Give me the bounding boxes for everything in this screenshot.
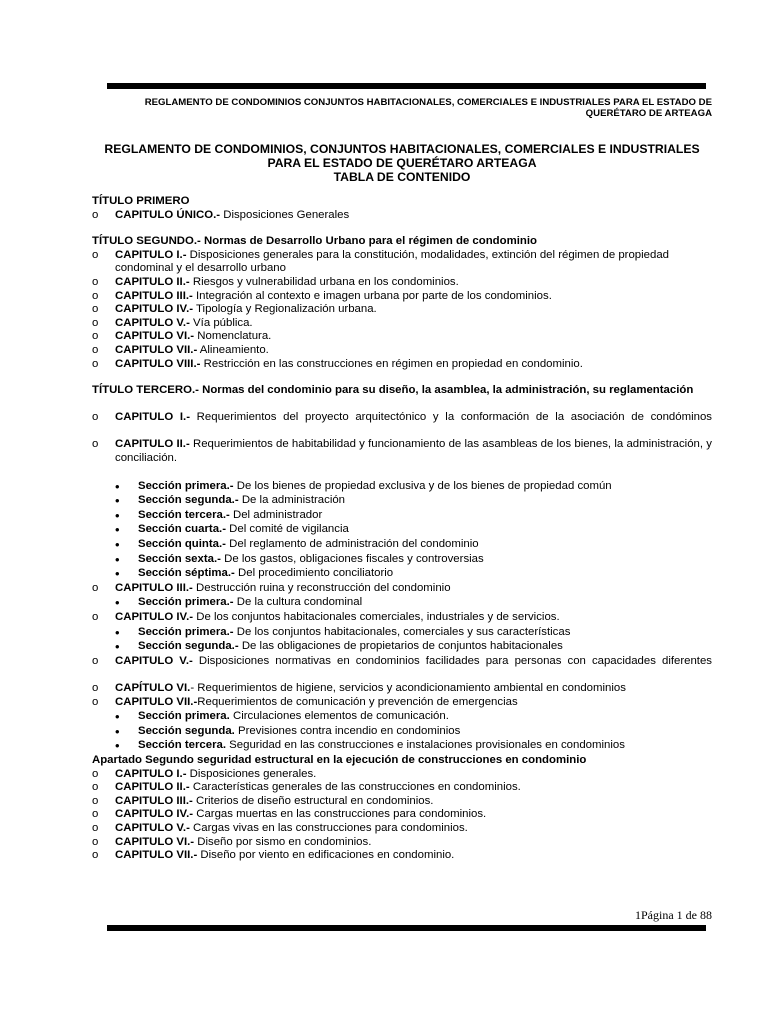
bullet-marker: • [115,709,120,725]
bullet-marker: • [115,595,120,611]
item-description: Nomenclatura. [194,330,272,343]
item-label: CAPITULO IV.- [115,303,194,316]
running-header: REGLAMENTO DE CONDOMINIOS CONJUNTOS HABITACIONALES, COMERCIALES E INDUSTRIALES PARA EL ESTADO DE QUERÉTARO DE ARTEAGA [144,97,712,119]
item-label: CAPITULO II.- [115,781,190,794]
circle-marker: o [92,654,99,667]
t3-cap7-sections [92,710,712,753]
item-text [115,795,712,809]
item-description: Disposiciones generales para la constitución, modalidades, extinción del régimen de propiedad condominal y el desarrollo urbano [115,248,670,275]
chapter-item [92,358,712,372]
item-label: Sección tercera.- [138,508,230,521]
titulo-segundo-list [92,249,712,371]
item-text [138,739,712,753]
item-label: Sección primera.- [138,596,234,609]
item-label: CAPITULO IV.- [115,611,194,624]
bullet-marker: • [115,493,120,509]
t3-cap2 [92,438,712,479]
item-label: CAPITULO V.- [115,821,190,834]
circle-marker: o [92,330,99,343]
item-text [115,808,712,822]
item-description: Requerimientos de comunicación y prevención de emergencias [197,695,518,708]
item-description: Restricción en las construcciones en régimen en propiedad en condominio. [200,357,583,370]
chapter-item [92,582,712,596]
item-description: Disposiciones Generales [220,208,350,221]
item-text [115,611,712,625]
circle-marker: o [92,695,99,708]
item-label: CAPITULO VII.- [115,849,198,862]
title-line-1: REGLAMENTO DE CONDOMINIOS, CONJUNTOS HABITACIONALES, COMERCIALES E INDUSTRIALES [104,142,700,156]
item-text [138,725,712,739]
circle-marker: o [92,303,99,316]
item-text [115,411,712,438]
item-text [115,249,712,276]
item-description: Diseño por sismo en condominios. [194,835,372,848]
chapter-item [92,344,712,358]
t3-cap1 [92,411,712,438]
circle-marker: o [92,682,99,694]
bullet-marker: • [115,551,120,567]
circle-marker: o [92,835,99,848]
item-label: Sección sexta.- [138,552,221,565]
item-description: Cargas muertas en las construcciones para condominios. [193,808,487,821]
titulo-tercero-heading: TÍTULO TERCERO.- Normas del condominio para su diseño, la asamblea, la administración, su reglamentación [92,384,694,397]
item-label: Sección primera. [138,710,230,723]
t3-cap3 [92,582,712,596]
chapter-item [92,768,712,782]
item-label: CAPITULO VI.- [115,835,195,848]
circle-marker: o [92,767,99,780]
item-text [138,640,712,654]
t3-cap2-sections [92,480,712,581]
bullet-marker: • [115,478,120,494]
item-label: CAPITULO III.- [115,581,193,594]
item-description: De la administración [238,494,346,507]
item-text [138,480,712,494]
item-text [115,344,712,358]
circle-marker: o [92,794,99,807]
item-text [138,509,712,523]
bullet-marker: • [115,566,120,582]
item-text [115,849,712,863]
item-label: Sección cuarta.- [138,523,226,536]
bullet-marker: • [115,537,120,553]
bullet-marker: • [115,639,120,655]
t3-cap5 [92,655,712,682]
circle-marker: o [92,611,99,624]
section-item [92,494,712,508]
chapter-item [92,330,712,344]
t3-cap3-sections [92,596,712,610]
section-item [92,710,712,724]
chapter-item [92,849,712,863]
item-label: Sección segunda.- [138,494,239,507]
bullet-marker: • [115,507,120,523]
circle-marker: o [92,357,99,370]
item-text [138,494,712,508]
chapter-item [92,611,712,625]
item-label: CAPITULO I.- [115,248,187,261]
item-description: De los conjuntos habitacionales comerciales, industriales y de servicios. [193,611,560,624]
item-description: - Requerimientos de higiene, servicios y acondicionamiento ambiental en condominios [190,682,626,694]
item-description: Del reglamento de administración del condominio [225,538,479,551]
circle-marker: o [92,248,99,261]
item-text [138,523,712,537]
bullet-marker: • [115,738,120,754]
section-item [92,567,712,581]
chapter-item [92,795,712,809]
item-description: Vía pública. [189,316,253,329]
chapter-item [92,822,712,836]
item-text [115,438,712,479]
item-description: Del comité de vigilancia [226,523,349,536]
item-label: CAPITULO III.- [115,794,193,807]
item-label: Sección segunda. [138,724,235,737]
section-item [92,596,712,610]
item-label: CAPITULO VII.- [115,343,198,356]
footer-rule [107,925,706,931]
page-number: 1Página 1 de 88 [635,908,712,922]
circle-marker: o [92,343,99,356]
section-item [92,626,712,640]
t3-cap6 [92,682,712,696]
apartado-list [92,768,712,863]
item-label: Sección segunda.- [138,640,239,653]
title-line-3: TABLA DE CONTENIDO [333,170,471,184]
item-description: De la cultura condominal [233,596,363,609]
section-item [92,480,712,494]
item-label: CAPITULO II.- [115,275,190,288]
item-label: CAPITULO VII.- [115,695,198,708]
apartado-heading: Apartado Segundo seguridad estructural en la ejecución de construcciones en condominio [92,753,587,766]
circle-marker: o [92,808,99,821]
item-description: Del administrador [229,508,323,521]
item-text [115,822,712,836]
item-text [115,582,712,596]
item-label: Sección primera.- [138,625,234,638]
item-text [115,655,712,682]
bullet-marker: • [115,723,120,739]
titulo-primero-heading: TÍTULO PRIMERO [92,195,190,207]
item-label: CAPITULO VIII.- [115,357,201,370]
item-description: Características generales de las construcciones en condominios. [189,781,521,794]
circle-marker: o [92,289,99,302]
item-description: Cargas vivas en las construcciones para condominios. [189,821,468,834]
chapter-item [92,655,712,682]
section-item [92,640,712,654]
item-label: CAPITULO V.- [115,654,193,667]
chapter-item [92,317,712,331]
item-description: Seguridad en las construcciones e instalaciones provisionales en condominios [226,739,625,752]
item-description: Tipología y Regionalización urbana. [193,303,377,316]
section-item [92,725,712,739]
item-text [138,538,712,552]
chapter-item [92,836,712,850]
item-label: CAPITULO V.- [115,316,190,329]
section-item [92,509,712,523]
item-description: Previsiones contra incendio en condominios [234,724,461,737]
item-description: Del procedimiento conciliatorio [234,567,394,580]
item-text [138,553,712,567]
chapter-item [92,303,712,317]
page-title [92,142,712,184]
item-text [138,710,712,724]
item-text [138,596,712,610]
item-description: Requerimientos de habitabilidad y funcionamiento de las asambleas de los bienes, la administración, y conciliación. [115,437,712,464]
item-label: CAPITULO I.- [115,767,187,780]
item-label: CAPITULO II.- [115,437,190,450]
titulo-segundo-heading: TÍTULO SEGUNDO.- Normas de Desarrollo Urbano para el régimen de condominio [92,235,537,248]
item-text [115,290,712,304]
item-description: Destrucción ruina y reconstrucción del condominio [192,581,451,594]
item-text [115,276,712,290]
item-text [115,836,712,850]
table-of-contents [92,195,712,863]
circle-marker: o [92,208,99,221]
item-text [115,696,712,710]
chapter-item [92,696,712,710]
chapter-item [92,209,712,223]
item-description: Alineamiento. [197,343,269,356]
item-description: Riesgos y vulnerabilidad urbana en los condominios. [189,275,459,288]
chapter-item [92,276,712,290]
section-item [92,739,712,753]
circle-marker: o [92,410,99,423]
circle-marker: o [92,316,99,329]
titulo-primero-list [92,209,712,223]
title-line-2: PARA EL ESTADO DE QUERÉTARO ARTEAGA [267,156,537,170]
chapter-item [92,249,712,276]
t3-cap4 [92,611,712,625]
item-label: Sección quinta.- [138,538,226,551]
item-description: De los gastos, obligaciones fiscales y controversias [220,552,484,565]
chapter-item [92,808,712,822]
item-label: Sección séptima.- [138,567,235,580]
item-text [138,567,712,581]
item-description: Disposiciones normativas en condominios facilidades para personas con capacidades diferentes [192,654,713,667]
header-rule [107,83,706,89]
t3-cap4-sections [92,626,712,654]
chapter-item [92,682,712,696]
chapter-item [92,781,712,795]
item-label: Sección tercera. [138,739,227,752]
item-description: Criterios de diseño estructural en condominios. [192,794,434,807]
section-item [92,553,712,567]
item-description: Requerimientos del proyecto arquitectónico y la conformación de la asociación de condóminos [190,410,712,423]
item-text [115,330,712,344]
item-text [115,317,712,331]
circle-marker: o [92,581,99,594]
circle-marker: o [92,275,99,288]
section-item [92,523,712,537]
circle-marker: o [92,781,99,794]
item-label: CAPÍTULO VI. [115,682,191,694]
item-label: CAPITULO III.- [115,289,193,302]
item-text [115,358,712,372]
item-description: Disposiciones generales. [186,767,317,780]
item-text [115,768,712,782]
item-description: Circulaciones elementos de comunicación. [229,710,449,723]
section-item [92,538,712,552]
item-label: CAPITULO VI.- [115,330,195,343]
t3-cap7 [92,696,712,710]
circle-marker: o [92,437,99,450]
item-text [115,303,712,317]
bullet-marker: • [115,522,120,538]
item-description: De las obligaciones de propietarios de conjuntos habitacionales [238,640,563,653]
item-label: CAPITULO ÚNICO.- [115,208,221,221]
item-label: CAPITULO IV.- [115,808,194,821]
circle-marker: o [92,821,99,834]
item-label: Sección primera.- [138,479,234,492]
item-text [138,626,712,640]
item-text [115,682,712,696]
item-text [115,209,712,223]
bullet-marker: • [115,624,120,640]
item-description: De los conjuntos habitacionales, comerciales y sus características [233,625,571,638]
chapter-item [92,290,712,304]
item-description: Diseño por viento en edificaciones en condominio. [197,849,455,862]
chapter-item [92,411,712,438]
chapter-item [92,438,712,479]
circle-marker: o [92,849,99,862]
item-description: De los bienes de propiedad exclusiva y de los bienes de propiedad común [233,479,612,492]
item-label: CAPITULO I.- [115,410,191,423]
item-description: Integración al contexto e imagen urbana por parte de los condominios. [192,289,552,302]
item-text [115,781,712,795]
